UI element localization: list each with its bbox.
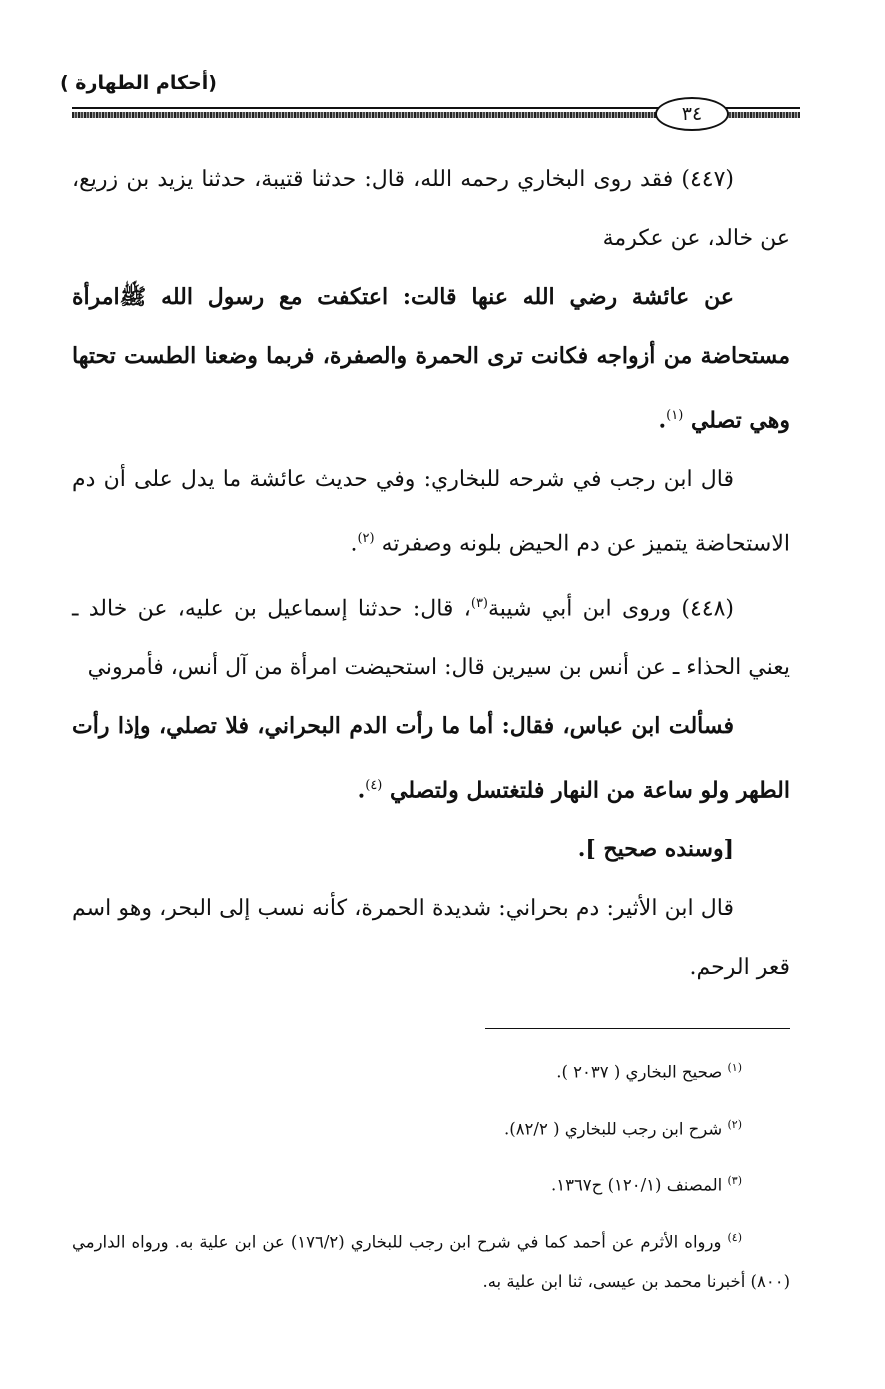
footnote-number: (٤) bbox=[727, 1230, 743, 1244]
paragraph-text: عن عائشة رضي الله عنها قالت: اعتكفت مع رسول الله ﷺامرأة مستحاضة من أزواجه فكانت ترى الحمرة والصفرة، فربما وضعنا الطست تحتها وهي تصلي bbox=[72, 284, 790, 434]
footnote-number: (١) bbox=[727, 1061, 742, 1074]
page-number: ٣٤ bbox=[655, 97, 729, 131]
paragraph-text: فسألت ابن عباس، فقال: أما ما رأت الدم البحراني، فلا تصلي، وإذا رأت الطهر ولو ساعة من النهار فلتغتسل ولتصلي bbox=[72, 712, 790, 804]
paragraph-text: (٤٤٧) فقد روى البخاري رحمه الله، قال: حدثنا قتيبة، حدثنا يزيد بن زريع، عن خالد، عن عكرمة bbox=[72, 167, 790, 251]
footnote-2 bbox=[72, 1099, 790, 1156]
isnad-grading: [وسنده صحيح ]. bbox=[577, 836, 734, 863]
footnote-text: صحيح البخاري ( ٢٠٣٧ ). bbox=[556, 1062, 723, 1082]
paragraph-text: قال ابن رجب في شرحه للبخاري: وفي حديث عائشة ما يدل على أن دم الاستحاضة يتميز عن دم الحيض بلونه وصفرته bbox=[72, 467, 790, 557]
footnote-number: (٣) bbox=[727, 1174, 742, 1187]
paragraph-text: (٤٤٨) وروى ابن أبي شيبة bbox=[488, 595, 734, 621]
footnote-marker[interactable]: (١) bbox=[666, 408, 684, 423]
footnote-separator bbox=[485, 1028, 790, 1029]
footnote-text: ورواه الأثرم عن أحمد كما في شرح ابن رجب للبخاري (١٧٦/٢) عن ابن علية به. ورواه الدارمي (٨٠٠) أخبرنا محمد بن عيسى، ثنا ابن علية به. bbox=[72, 1232, 790, 1291]
paragraph-hadith-448 bbox=[72, 574, 790, 697]
paragraph-text: قال ابن الأثير: دم بحراني: شديدة الحمرة، كأنه نسب إلى البحر، وهو اسم قعر الرحم. bbox=[72, 896, 790, 981]
running-title: (أحكام الطهارة ) bbox=[60, 72, 217, 94]
footnote-number: (٢) bbox=[727, 1117, 742, 1131]
footnote-1 bbox=[72, 1042, 790, 1099]
footnote-marker[interactable]: (٣) bbox=[470, 595, 488, 611]
paragraph-ibn-rajab: قال ابن رجب في شرحه للبخاري: وفي حديث عائشة ما يدل على أن دم الاستحاضة يتميز عن دم الحيض بلونه وصفرته $^{(٢)}$. bbox=[72, 467, 790, 557]
footnote-marker[interactable]: (٢) bbox=[357, 531, 375, 547]
paragraph-ibn-abbas: فسألت ابن عباس، فقال: أما ما رأت الدم البحراني، فلا تصلي، وإذا رأت الطهر ولو ساعة من النهار فلتغتسل ولتصلي $^{(٤)}$. bbox=[72, 712, 790, 804]
main-text bbox=[72, 150, 790, 997]
footnotes bbox=[72, 1042, 790, 1302]
footnote-marker[interactable]: (٤) bbox=[365, 777, 383, 793]
footnote-text: المصنف (١٢٠/١) ح١٣٦٧. bbox=[550, 1175, 723, 1195]
footnote-text: شرح ابن رجب للبخاري ( ٨٢/٢). bbox=[504, 1119, 723, 1138]
paragraph-aisha-narration: عن عائشة رضي الله عنها قالت: اعتكفت مع رسول الله ﷺامرأة مستحاضة من أزواجه فكانت ترى الحمرة والصفرة، فربما وضعنا الطست تحتها وهي تصلي $^{(١)}$. bbox=[72, 284, 790, 434]
paragraph-ibn-athir bbox=[72, 879, 790, 997]
footnote-4 bbox=[72, 1218, 790, 1303]
footnote-3 bbox=[72, 1155, 790, 1212]
paragraph-hadith-447 bbox=[72, 150, 790, 268]
paragraph-text: ، قال: حدثنا إسماعيل بن عليه، عن خالد ـ يعني الحذاء ـ عن أنس بن سيرين قال: استحيضت امرأة من آل أنس، فأمروني bbox=[72, 595, 790, 680]
